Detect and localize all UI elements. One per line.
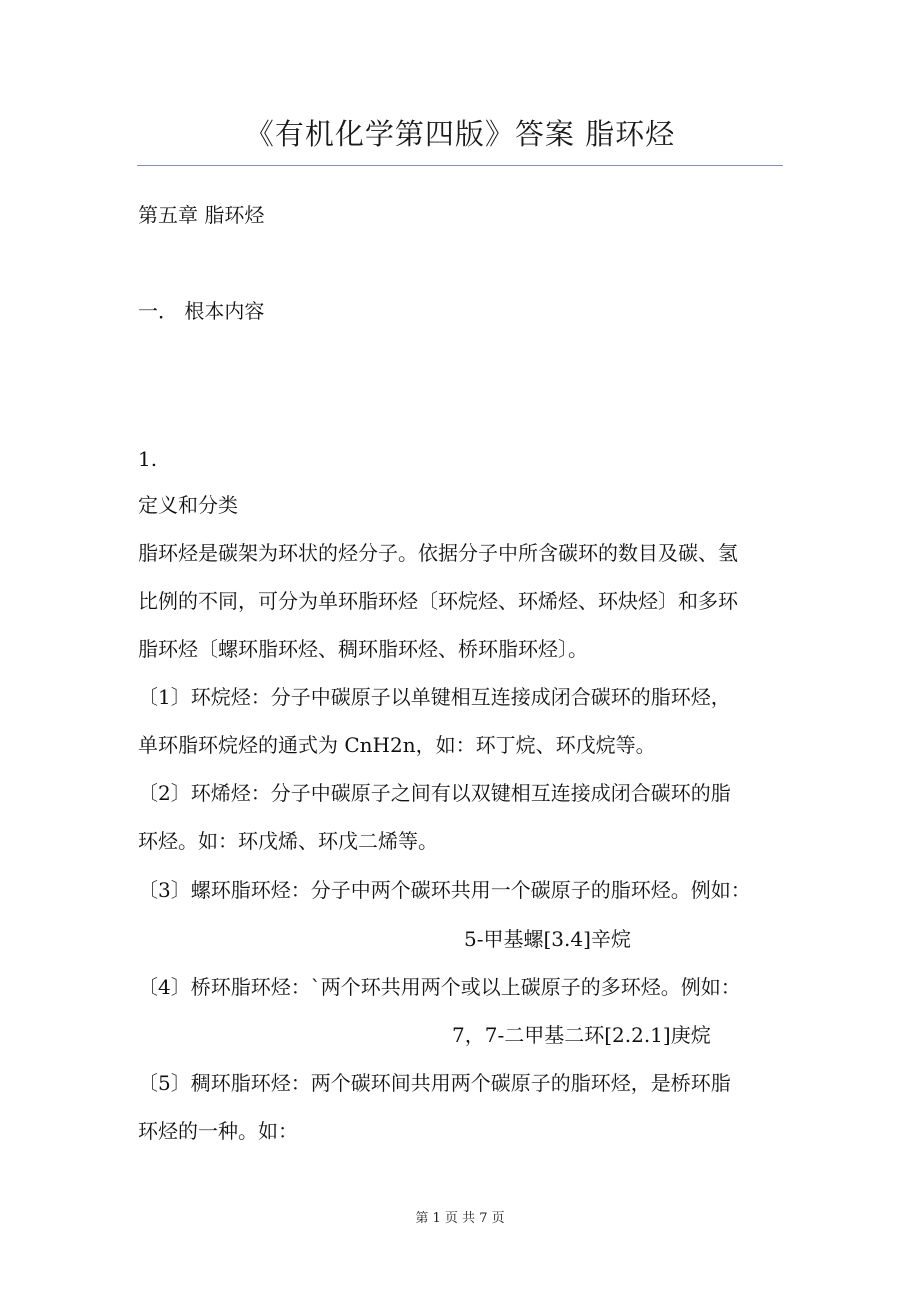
item-cycloalkene-line-1: 〔2〕环烯烃：分子中碳原子之间有以双键相互连接成闭合碳环的脂 <box>138 781 731 805</box>
paragraph-line: 比例的不同，可分为单环脂环烃〔环烷烃、环烯烃、环炔烃〕和多环 <box>138 589 738 613</box>
item-number: 1. <box>138 447 158 471</box>
item-spiro-line-1: 〔3〕螺环脂环烃：分子中两个碳环共用一个碳原子的脂环烃。例如： <box>138 878 751 902</box>
item-spiro-example: 5-甲基螺[3.4]辛烷 <box>464 927 631 951</box>
paragraph-line: 脂环烃是碳架为环状的烃分子。依据分子中所含碳环的数目及碳、氢 <box>138 541 738 565</box>
item-cycloalkane-line-2: 单环脂环烷烃的通式为 CnH2n，如：环丁烷、环戊烷等。 <box>138 733 656 757</box>
item-bridged-example: 7，7-二甲基二环[2.2.1]庚烷 <box>452 1023 711 1047</box>
item-bridged-line-1: 〔4〕桥环脂环烃：`两个环共用两个或以上碳原子的多环烃。例如： <box>138 975 741 999</box>
subheading: 定义和分类 <box>138 493 238 517</box>
section-heading: 一． 根本内容 <box>138 299 265 323</box>
chapter-heading: 第五章 脂环烃 <box>138 203 265 227</box>
item-cycloalkane-line-1: 〔1〕环烷烃：分子中碳原子以单键相互连接成闭合碳环的脂环烃， <box>138 685 731 709</box>
item-fused-line-2: 环烃的一种。如： <box>138 1119 298 1143</box>
item-fused-line-1: 〔5〕稠环脂环烃：两个碳环间共用两个碳原子的脂环烃，是桥环脂 <box>138 1071 731 1095</box>
page-footer: 第 1 页 共 7 页 <box>415 1211 505 1226</box>
title-divider <box>137 165 783 166</box>
document-title: 《有机化学第四版》答案 脂环烃 <box>244 117 676 151</box>
item-cycloalkene-line-2: 环烃。如：环戊烯、环戊二烯等。 <box>138 829 438 853</box>
paragraph-line: 脂环烃〔螺环脂环烃、稠环脂环烃、桥环脂环烃〕。 <box>138 637 588 661</box>
